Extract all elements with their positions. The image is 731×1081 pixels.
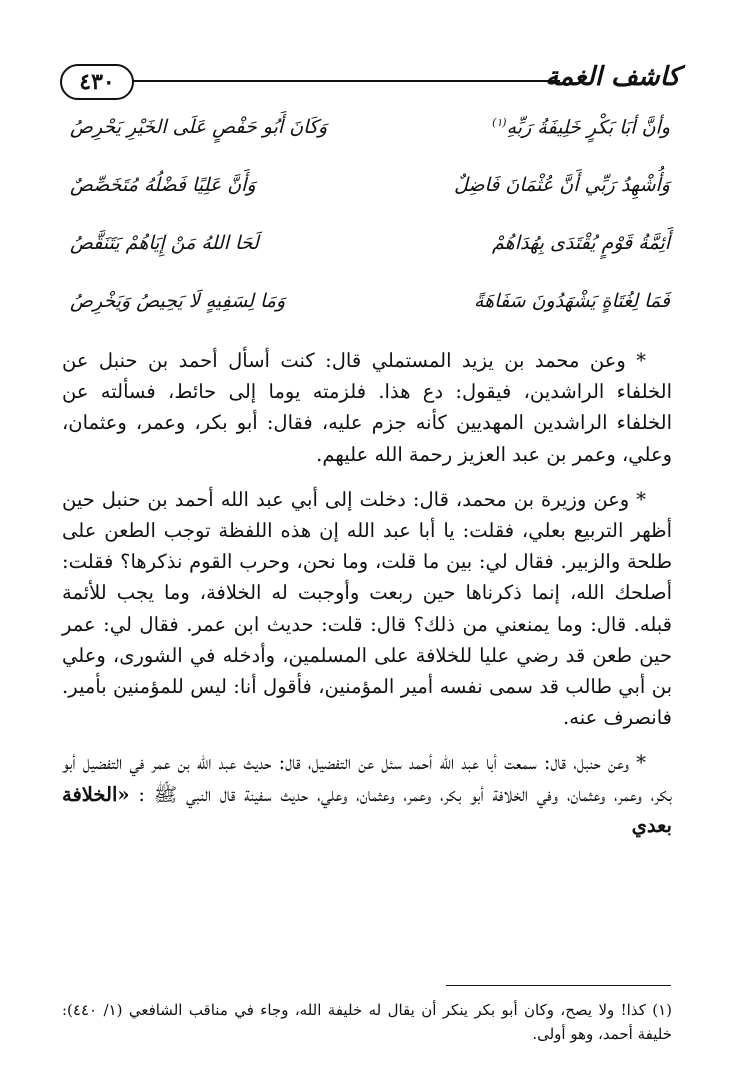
footnote-text: (١) كذا! ولا يصح، وكان أبو بكر ينكر أن يقال له خليفة الله، وجاء في مناقب الشافعي (١/ ٤٤٠): خليفة أحمد، وهو أولى. [62,1001,673,1043]
paragraph: * وعن وزيرة بن محمد، قال: دخلت إلى أبي عبد الله أحمد بن حنبل حين أظهر التربيع بعلي، فقلت: يا أبا عبد الله إن هذه اللفظة توجب الطعن على طلحة والزبير. فقال لي: بين ما قلت، وما نحن، وحرب القوم نذكرها؟ فقلت: أصلحك الله، إنما ذكرناها حين ربعت وأوجبت له الخلافة، وما يجب للأئمة قبله. قال: وما يمنعني من ذلك؟ قال: قلت: حديث ابن عمر. فقال لي: عمر حين طعن قد رضي عليا للخلافة على المسلمين، وأدخله في الشورى، وعلي بن أبي طالب قد سمى نفسه أمير المؤمنين، فأقول أنا: ليس للمؤمنين بأمير. فانصرف عنه. [62,487,672,730]
poem-verse [70,282,670,340]
paragraph-text: * وعن حنبل، قال: سمعت أبا عبد الله أحمد سئل عن التفضيل، قال: حديث عبد الله بن عمر في التفضيل أبو بكر، وعمر، وعثمان، وفي الخلافة أبو بكر، وعمر، وعثمان، وعلي، حديث سفينة قال النبي ﷺ : [62,751,672,806]
poem-verse [70,166,670,224]
poem-verse [70,224,670,282]
body-text [62,345,672,855]
page-header [60,62,680,102]
verse-first-hemistich: وَأُشْهِدُ رَبِّي أَنَّ عُثْمَانَ فَاضِلٌ [454,174,670,196]
poem [70,108,670,340]
verse-first-hemistich: وأنَّ أبَا بَكْرٍ خَلِيفَةُ رَبِّهِ$^{(١)}$ [492,116,670,139]
verse-first-hemistich: أَئِمَّةُ قَوْمٍ يُقْتَدَى بِهُدَاهُمْ [492,232,670,254]
poem-verse [70,108,670,166]
verse-second-hemistich: وَمَا لِسَفِيهٍ لَا يَحِيصُ وَيَخْرِصُ [70,290,286,312]
paragraph: * وعن محمد بن يزيد المستملي قال: كنت أسأل أحمد بن حنبل عن الخلفاء الراشدين، فيقول: دع هذا. فلزمته يوما إلى حائط، فسألته عن الخلفاء الراشدين المهديين كأنه جزم عليه، فقال: أبو بكر، وعمر، وعثمان، وعلي، وعمر بن عبد العزيز رحمة الله عليهم. [62,349,672,466]
page-number: ٤٣٠ [60,64,134,100]
verse-second-hemistich: لَحَا اللهُ مَنْ إِيَاهُمْ يَتَنَقَّصُ [70,232,259,254]
verse-first-hemistich: فَمَا لِغُتَاةٍ يَشْهَدُونَ سَفَاهَةً [473,290,670,312]
paragraph [62,747,672,841]
verse-second-hemistich: وَكَانَ أَبُو حَفْصٍ عَلَى الخَيْرِ يَحْرِصُ [70,116,328,138]
verse-second-hemistich: وَأَنَّ عَلِيًا فَضْلُهُ مُتَخَصِّصٌ [70,174,256,196]
hadith-quote: «الخلافة بعدي [62,782,672,837]
book-title: كاشف الغمة [545,62,680,92]
footnote [62,998,672,1046]
header-rule [132,80,560,82]
footnote-marker: (١) [492,116,507,129]
footnote-rule [446,985,671,986]
